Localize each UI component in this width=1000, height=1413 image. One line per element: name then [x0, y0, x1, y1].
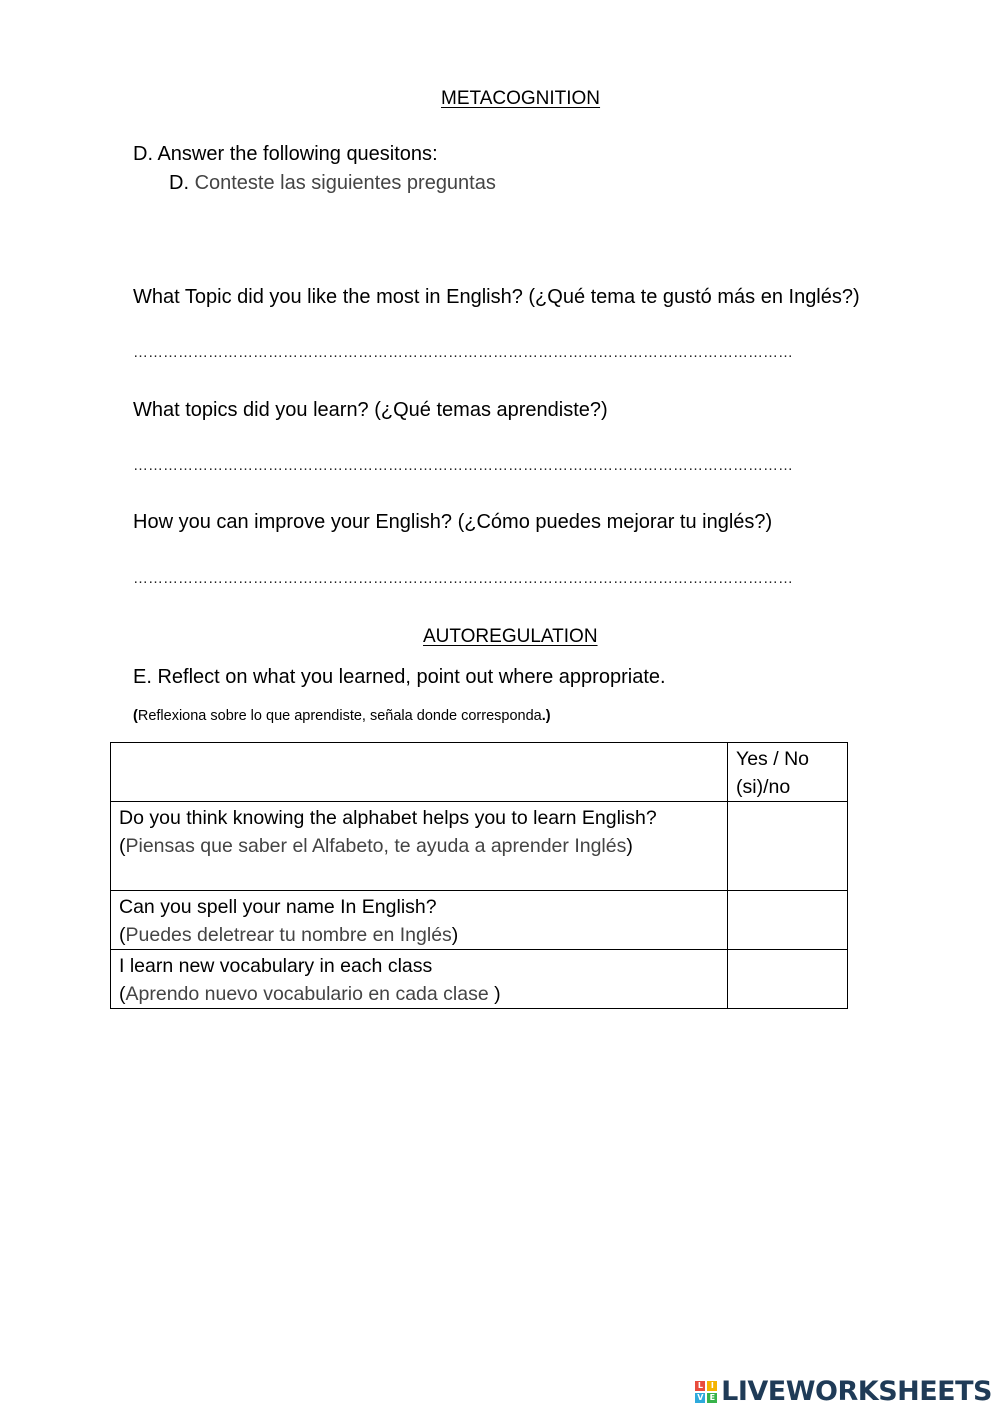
logo-mark-icon [695, 1381, 717, 1403]
row-3-open-paren: ( [119, 983, 126, 1005]
row-2-question-cell [111, 891, 728, 950]
question-3-spanish: (¿Cómo puedes mejorar tu inglés?) [457, 511, 773, 533]
metacognition-heading: METACOGNITION [441, 88, 601, 109]
logo-mark-square-v: V [695, 1393, 705, 1403]
answer-line-3[interactable]: …………………………………………………………………………………………………………………… [133, 570, 793, 587]
row-2-open-paren: ( [119, 924, 126, 946]
row-2-answer-cell[interactable] [728, 891, 848, 950]
row-1-open-paren: ( [119, 835, 126, 857]
row-3-question-cell [111, 950, 728, 1009]
question-1-english: What Topic did you like the most in English? [133, 286, 529, 308]
autoregulation-heading: AUTOREGULATION [423, 626, 598, 647]
instruction-d-prefix: D. [133, 143, 158, 165]
row-1-close-paren: ) [626, 835, 633, 857]
instruction-d-text: Answer the following quesitons [157, 143, 433, 165]
logo-mark-square-i: I [707, 1381, 717, 1391]
row-3-english: I learn new vocabulary in each class [119, 955, 433, 977]
instruction-e-english: E. Reflect on what you learned, point out where appropriate. [133, 666, 666, 688]
question-1 [133, 286, 860, 309]
instruction-d-english [133, 143, 438, 166]
row-3-es-text: Aprendo nuevo vocabulario en cada clase [125, 983, 495, 1005]
row-1-answer-cell[interactable] [728, 802, 848, 891]
row-3-close-paren: ) [494, 983, 501, 1005]
row-1-es-text: Piensas que saber el Alfabeto, te ayuda a aprender Inglés [125, 835, 627, 857]
header-si-no: (si)/no [736, 776, 791, 798]
row-2-close-paren: ) [451, 924, 459, 946]
logo-mark-square-l: L [695, 1381, 705, 1391]
row-2-es-text: Puedes deletrear tu nombre en Inglés [125, 924, 452, 946]
table-header-row [111, 743, 848, 802]
question-2-english: What topics did you learn? [133, 399, 375, 421]
reflection-table [110, 742, 848, 1009]
question-3 [133, 511, 772, 534]
header-empty-cell [111, 743, 728, 802]
row-1-spanish [119, 832, 719, 860]
row-3-answer-cell[interactable] [728, 950, 848, 1009]
row-3-spanish [119, 980, 719, 1008]
question-3-english: How you can improve your English? [133, 511, 458, 533]
instruction-e-close-paren: .) [541, 708, 551, 724]
instruction-d-colon: : [432, 143, 438, 165]
row-1-english: Do you think knowing the alphabet helps you to learn English? [119, 807, 657, 829]
question-2-spanish: (¿Qué temas aprendiste?) [374, 399, 608, 421]
row-2-spanish [119, 921, 719, 949]
table-row [111, 950, 848, 1009]
logo-mark-square-e: E [707, 1393, 717, 1403]
question-1-spanish: (¿Qué tema te gustó más en Inglés?) [528, 286, 860, 308]
instruction-d-spanish [169, 172, 496, 195]
answer-line-1[interactable]: …………………………………………………………………………………………………………………… [133, 344, 793, 361]
logo-wordmark: LIVEWORKSHEETS [721, 1376, 992, 1407]
header-yes-no: Yes / No [736, 748, 809, 770]
table-row [111, 802, 848, 891]
liveworksheets-logo [695, 1376, 992, 1407]
instruction-e-open-paren: ( [133, 708, 138, 724]
header-yes-no-cell [728, 743, 848, 802]
instruction-d-es-text: Conteste las siguientes preguntas [194, 172, 496, 194]
table-row [111, 891, 848, 950]
row-1-question-cell [111, 802, 728, 891]
instruction-d-es-prefix: D. [169, 172, 195, 194]
row-2-english: Can you spell your name In English? [119, 896, 437, 918]
instruction-e-es-text: Reflexiona sobre lo que aprendiste, señala donde corresponda [137, 708, 542, 724]
question-2 [133, 399, 608, 422]
instruction-e-spanish [133, 708, 551, 724]
answer-line-2[interactable]: …………………………………………………………………………………………………………………… [133, 457, 793, 474]
